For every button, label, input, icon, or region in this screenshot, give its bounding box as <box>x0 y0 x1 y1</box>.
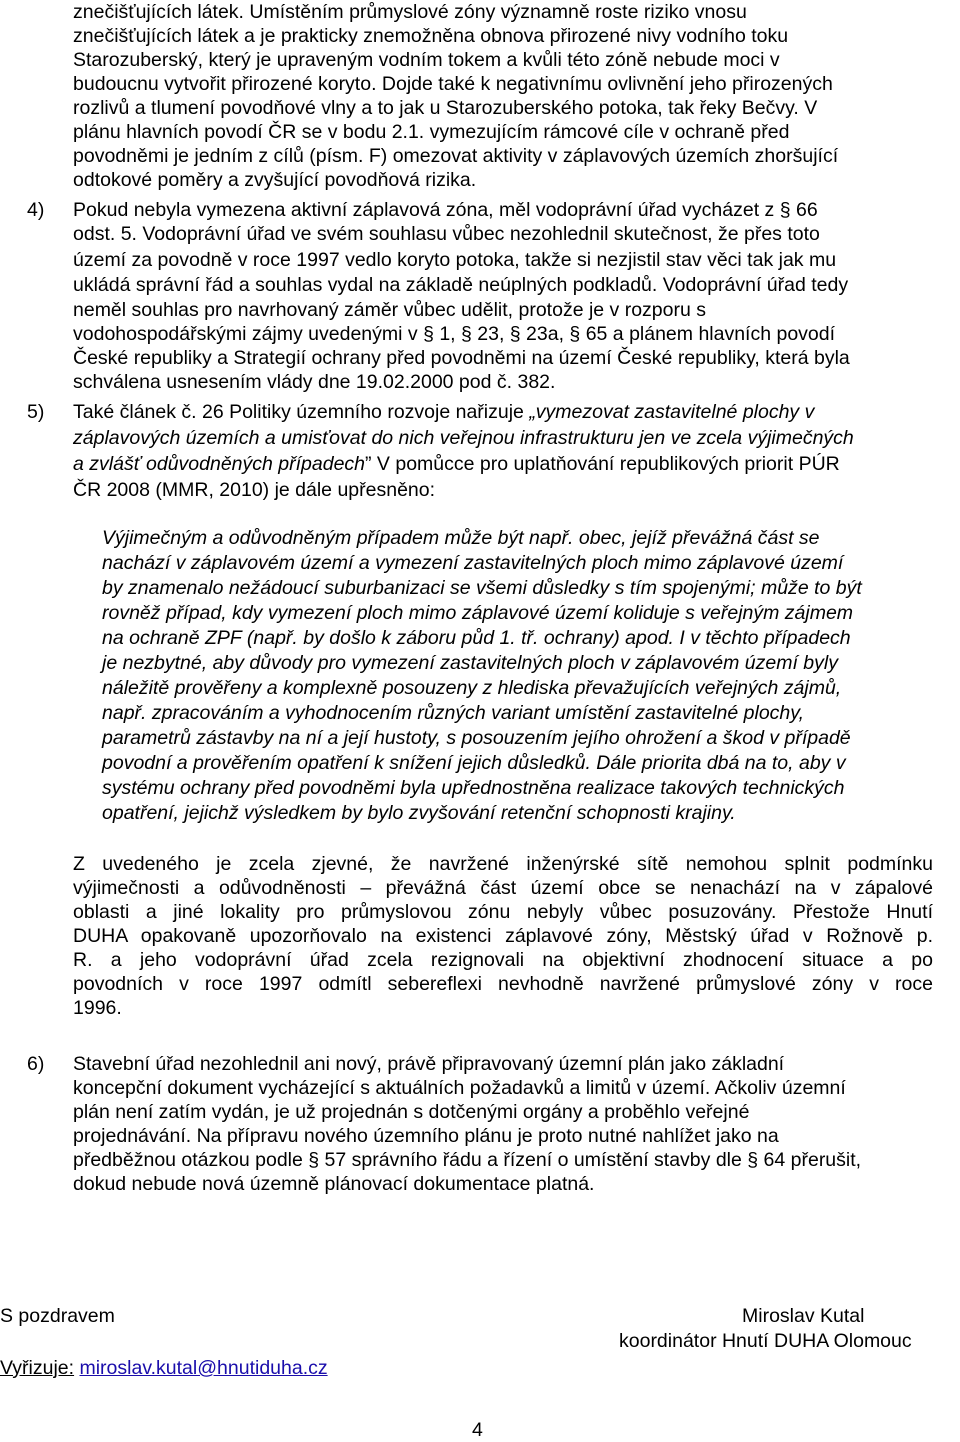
quote-line: systému ochrany před povodněmi byla upřednostněna realizace takových technických <box>102 777 845 799</box>
text-plain: ” V pomůcce pro uplatňování republikových priorit PÚR <box>365 453 840 475</box>
quote-line: nachází v záplavovém území a vymezení zastavitelných ploch mimo záplavové území <box>102 552 844 574</box>
text-line: povodních v roce 1997 odmítl sebereflexi nevhodně navržené průmyslové zóny v roce <box>73 973 933 995</box>
text-line: 1996. <box>73 997 122 1019</box>
text-line: Z uvedeného je zcela zjevné, že navržené inženýrské sítě nemohou splnit podmínku <box>73 853 933 875</box>
text-line: schválena usnesením vlády dne 19.02.2000 pod č. 382. <box>73 371 556 393</box>
greeting: S pozdravem <box>0 1305 115 1327</box>
text-line: dokud nebude nová územně plánovací dokumentace platná. <box>73 1173 595 1195</box>
text-line: koncepční dokument vycházející s aktuálních požadavků a limitů v území. Ačkoliv územní <box>73 1077 846 1099</box>
text-line: budoucnu vytvořit přirozené koryto. Dojde také k negativnímu ovlivnění jeho přirozených <box>73 73 833 95</box>
text-line: výjimečnosti a odůvodněnosti – převážná část území obce se nenachází na v zápalové <box>73 877 933 899</box>
text-line: Starozuberský, který je upraveným vodním tokem a kvůli této zóně nebude moci v <box>73 49 780 71</box>
quote-line: opatření, jejichž výsledkem by bylo zvyšování retenční schopnosti krajiny. <box>102 802 736 824</box>
text-line: oblasti a jiné lokality pro průmyslovou zónu nebyly vůbec posuzovány. Přestože Hnutí <box>73 901 933 923</box>
signatory-name: Miroslav Kutal <box>742 1305 865 1327</box>
quote-line: náležitě prověřeny a komplexně posouzeny z hlediska převažujících veřejných zájmů, <box>102 677 842 699</box>
text-plain: Také článek č. 26 Politiky územního rozvoje nařizuje <box>73 401 530 423</box>
text-line: projednávání. Na přípravu nového územního plánu je proto nutné nahlížet jako na <box>73 1125 779 1147</box>
text-line: odtokové poměry a zvyšující povodňová rizika. <box>73 169 477 191</box>
text-line: znečišťujících látek a je prakticky znemožněna obnova přirozené nivy vodního toku <box>73 25 789 47</box>
text-line: DUHA opakovaně upozorňovalo na existenci záplavové zóny, Městský úřad v Rožnově p. <box>73 925 933 947</box>
contact-email-link[interactable]: miroslav.kutal@hnutiduha.cz <box>79 1357 328 1379</box>
quote-line: Výjimečným a odůvodněným případem může být např. obec, jejíž převážná část se <box>102 527 820 549</box>
item-number: 5) <box>27 401 45 423</box>
text-italic: „vymezovat zastavitelné plochy v <box>529 401 815 423</box>
quote-line: povodní a prověřením opatření k snížení jejich důsledků. Dále priorita dbá na to, aby v <box>102 752 846 774</box>
text-line <box>73 452 933 476</box>
text-line: R. a jeho vodoprávní úřad zcela rezignovali na objektivní zhodnocení situace a po <box>73 949 933 971</box>
text-line: Stavební úřad nezohlednil ani nový, právě připravovaný územní plán jako základní <box>73 1053 785 1075</box>
quote-line: např. zpracováním a vyhodnocením různých variant umístění zastavitelné plochy, <box>102 702 804 724</box>
contact-label: Vyřizuje: <box>0 1357 75 1379</box>
signatory-role: koordinátor Hnutí DUHA Olomouc <box>619 1330 912 1352</box>
text-line: ČR 2008 (MMR, 2010) je dále upřesněno: <box>73 479 436 501</box>
text-line: předběžnou otázkou podle § 57 správního řádu a řízení o umístění stavby dle § 64 přerušit, <box>73 1149 862 1171</box>
text-line: České republiky a Strategií ochrany před povodněmi na území České republiky, která byla <box>73 347 850 369</box>
item-number: 4) <box>27 199 45 221</box>
text-line: rozlivů a tlumení povodňové vlny a to jak u Starozuberského potoka, tak řeky Bečvy. V <box>73 97 818 119</box>
text-line: povodněmi je jedním z cílů (písm. F) omezovat aktivity v záplavových územích zhoršující <box>73 145 839 167</box>
text-line: odst. 5. Vodoprávní úřad ve svém souhlasu vůbec nezohlednil skutečnost, že přes toto <box>73 223 820 245</box>
quote-line: by znamenalo nežádoucí suburbanizaci se všemi důsledky s tím spojenými; může to být <box>102 577 862 599</box>
text-italic: a zvlášť odůvodněných případech <box>73 453 366 475</box>
text-line: plán není zatím vydán, je už projednán s dotčenými orgány a proběhlo veřejné <box>73 1101 750 1123</box>
text-line: plánu hlavních povodí ČR se v bodu 2.1. vymezujícím rámcové cíle v ochraně před <box>73 121 790 143</box>
text-line: neměl souhlas pro navrhovaný záměr vůbec udělit, protože je v rozporu s <box>73 299 706 321</box>
text-line: území za povodně v roce 1997 vedlo koryto potoka, takže si nezjistil stav věci tak jak mu <box>73 249 837 271</box>
quote-line: parametrů zástavby na ní a její hustoty, s posouzením jejího ohrožení a škod v případě <box>102 727 851 749</box>
text-line: ukládá správní řád a souhlas vydal na základě neúplných podkladů. Vodoprávní úřad tedy <box>73 274 849 296</box>
quote-line: je nezbytné, aby důvody pro vymezení zastavitelných ploch v záplavovém území byly <box>102 652 838 674</box>
item-number: 6) <box>27 1053 45 1075</box>
page-number: 4 <box>472 1419 483 1441</box>
quote-line: na ochraně ZPF (např. by došlo k záboru půd 1. tř. ochrany) apod. I v těchto případech <box>102 627 851 649</box>
quote-line: rovněž případ, kdy vymezení ploch mimo záplavové území koliduje s veřejným zájmem <box>102 602 854 624</box>
text-line: vodohospodářskými zájmy uvedenými v § 1, § 23, § 23a, § 65 a plánem hlavních povodí <box>73 323 836 345</box>
text-line: záplavových územích a umisťovat do nich veřejnou infrastrukturu jen ve zcela výjimečných <box>73 427 854 449</box>
text-line: znečišťujících látek. Umístěním průmyslové zóny významně roste riziko vnosu <box>73 1 747 23</box>
text-line <box>73 400 933 424</box>
text-line: Pokud nebyla vymezena aktivní záplavová zóna, měl vodoprávní úřad vycházet z § 66 <box>73 199 818 221</box>
contact-line <box>0 1356 328 1380</box>
